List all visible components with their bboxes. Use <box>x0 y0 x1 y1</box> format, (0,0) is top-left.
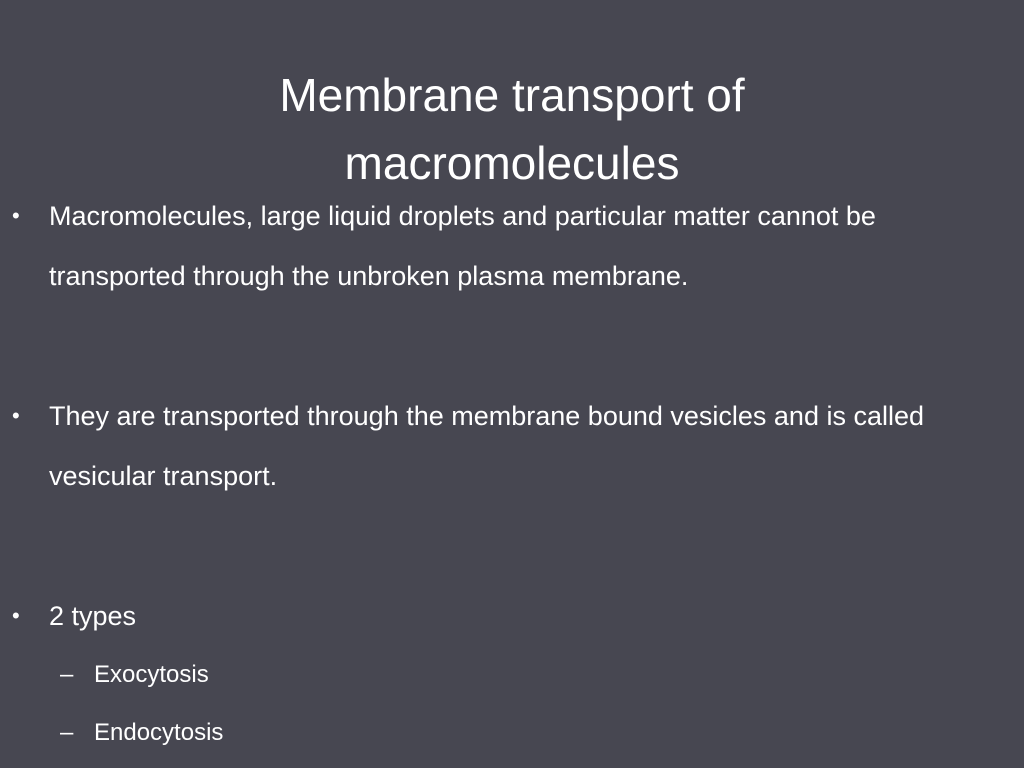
sub-bullet-item <box>0 646 1024 704</box>
bullet-text: 2 types <box>49 601 137 631</box>
sub-bullet-item <box>0 704 1024 762</box>
slide-title-line-2: macromolecules <box>344 136 680 189</box>
bullet-item <box>0 186 1024 306</box>
spacer <box>0 506 1024 586</box>
bullet-text: Macromolecules, large liquid droplets and particular matter cannot be transported through the unbroken plasma membrane. <box>49 201 876 291</box>
sub-bullet-glyph: – <box>60 719 74 746</box>
spacer <box>0 306 1024 386</box>
bullet-glyph: • <box>12 403 20 428</box>
bullet-item <box>0 386 1024 506</box>
bullet-glyph: • <box>12 603 20 628</box>
sub-bullet-text: Exocytosis <box>94 661 209 688</box>
sub-bullet-text: Endocytosis <box>94 719 224 746</box>
slide-title <box>0 61 1024 197</box>
sub-bullet-glyph: – <box>60 661 74 688</box>
bullet-item <box>0 586 1024 646</box>
slide-body <box>0 186 1024 762</box>
slide-title-line-1: Membrane transport of <box>279 68 745 121</box>
bullet-glyph: • <box>12 203 20 228</box>
bullet-text: They are transported through the membrane bound vesicles and is called vesicular transport. <box>49 401 925 491</box>
